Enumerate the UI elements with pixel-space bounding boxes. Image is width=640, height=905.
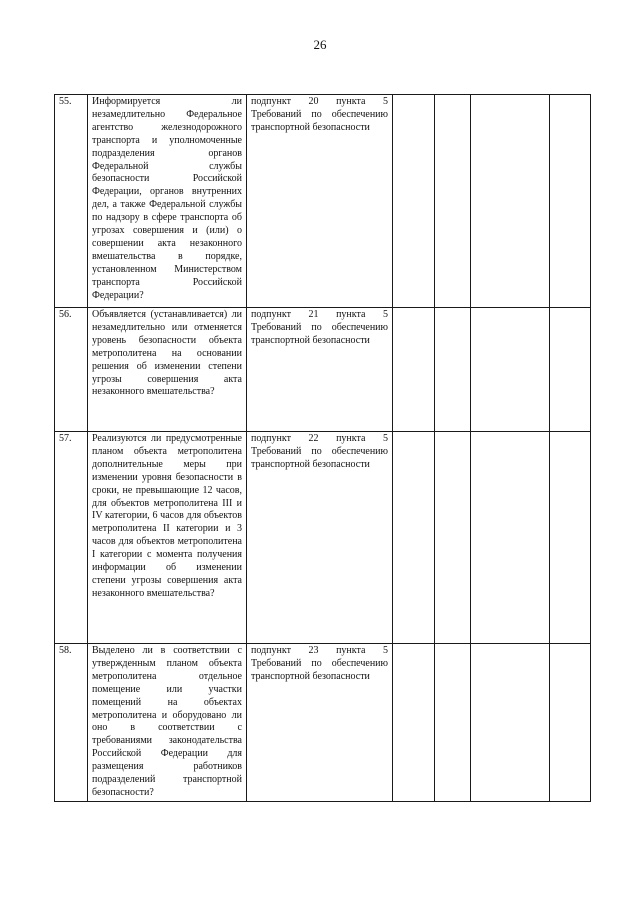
answer-cell[interactable] [550, 432, 591, 644]
answer-cell[interactable] [471, 432, 550, 644]
table-row [55, 308, 591, 432]
row-number: 55. [55, 95, 88, 308]
answer-cell[interactable] [550, 308, 591, 432]
legal-reference: подпункт 22 пункта 5 Требований по обеспечению транспортной безопасности [247, 432, 393, 644]
answer-cell[interactable] [471, 95, 550, 308]
answer-cell[interactable] [435, 644, 471, 802]
legal-reference: подпункт 23 пункта 5 Требований по обеспечению транспортной безопасности [247, 644, 393, 802]
answer-cell[interactable] [435, 308, 471, 432]
answer-cell[interactable] [393, 432, 435, 644]
row-number: 56. [55, 308, 88, 432]
answer-cell[interactable] [471, 308, 550, 432]
question-text: Объявляется (устанавливается) ли незамедлительно или отменяется уровень безопасности объекта метрополитена на основании решения об изменении степени угрозы совершения акта незаконного вмешательства? [88, 308, 247, 432]
table-row [55, 432, 591, 644]
page-number: 26 [313, 37, 327, 52]
question-text: Информируется ли незамедлительно Федеральное агентство железнодорожного транспорта и уполномоченные подразделения органов Федеральной службы безопасности Российской Федерации, органов внутренних дел, а также Федеральной службы по надзору в сфере транспорта об угрозах совершения и (или) о совершении акта незаконного вмешательства в порядке, установленном Министерством транспорта Российской Федерации? [88, 95, 247, 308]
answer-cell[interactable] [550, 95, 591, 308]
answer-cell[interactable] [393, 308, 435, 432]
answer-cell[interactable] [393, 644, 435, 802]
legal-reference: подпункт 21 пункта 5 Требований по обеспечению транспортной безопасности [247, 308, 393, 432]
answer-cell[interactable] [471, 644, 550, 802]
table-row [55, 644, 591, 802]
question-text: Выделено ли в соответствии с утвержденным планом объекта метрополитена отдельное помещение или участки помещений на объектах метрополитена и оборудовано ли оно в соответствии с требованиями законодательства Российской Федерации для размещения работников подразделений транспортной безопасности? [88, 644, 247, 802]
answer-cell[interactable] [550, 644, 591, 802]
answer-cell[interactable] [435, 432, 471, 644]
row-number: 57. [55, 432, 88, 644]
answer-cell[interactable] [393, 95, 435, 308]
question-text: Реализуются ли предусмотренные планом объекта метрополитена дополнительные меры при изменении уровня безопасности в сроки, не превышающие 12 часов, для объектов метрополитена III и IV категории, 6 часов для объектов метрополитена II категории и 3 часов для объектов метрополитена I категории с момента получения информации об изменении степени угрозы совершения акта незаконного вмешательства? [88, 432, 247, 644]
legal-reference: подпункт 20 пункта 5 Требований по обеспечению транспортной безопасности [247, 95, 393, 308]
checklist-table [54, 94, 591, 802]
row-number: 58. [55, 644, 88, 802]
table-row [55, 95, 591, 308]
answer-cell[interactable] [435, 95, 471, 308]
